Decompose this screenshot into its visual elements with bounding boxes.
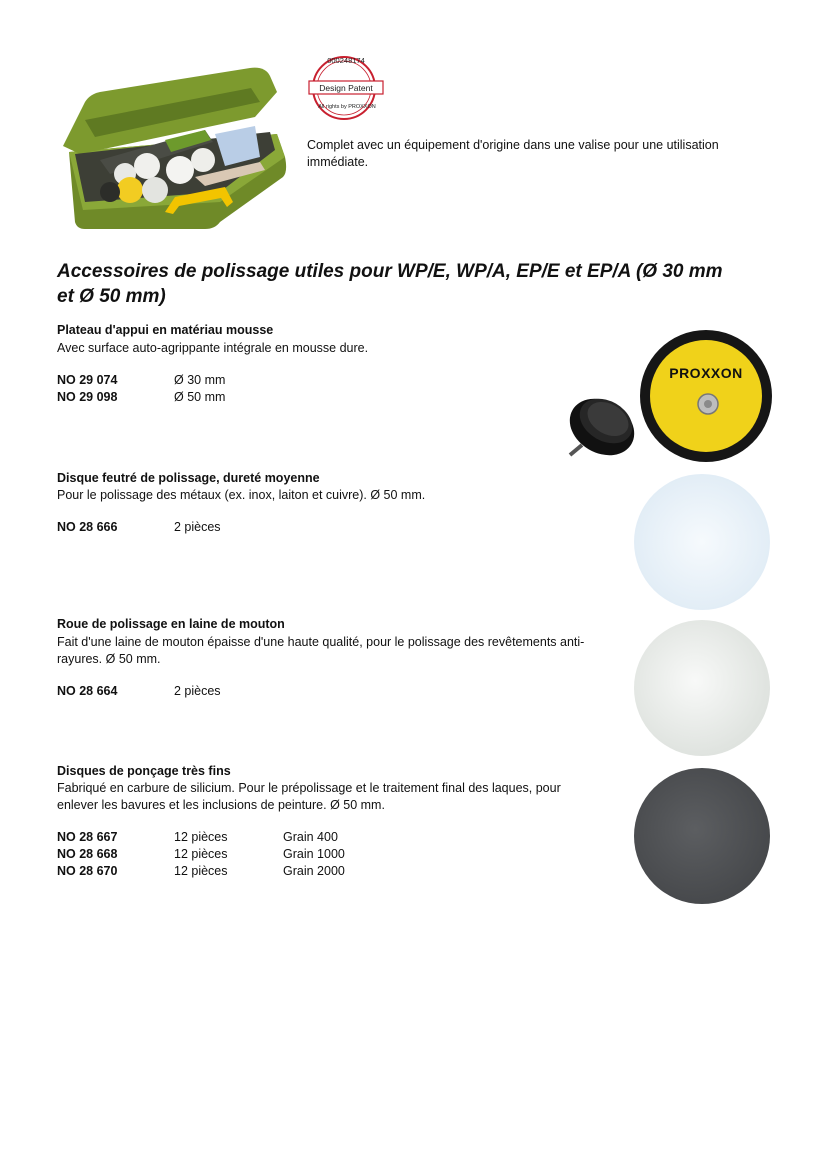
- article-quantity: 2 pièces: [174, 684, 221, 698]
- article-code: NO 29 098: [57, 390, 118, 404]
- article-code: NO 28 667: [57, 830, 118, 844]
- article-grain: Grain 400: [283, 830, 338, 844]
- section-desc-sanding-discs-line-2: enlever les bavures et les inclusions de peinture. Ø 50 mm.: [57, 798, 385, 812]
- stamp-number: 000248174: [327, 56, 365, 65]
- large-backing-pad-image: [636, 330, 776, 462]
- small-backing-pad-image: [560, 385, 640, 465]
- proxxon-logo: PROXXON: [669, 365, 743, 381]
- article-code: NO 29 074: [57, 373, 118, 387]
- section-title-wool-wheel: Roue de polissage en laine de mouton: [57, 617, 285, 631]
- article-size: Ø 50 mm: [174, 390, 226, 404]
- stamp-label: Design Patent: [319, 83, 373, 93]
- article-code: NO 28 666: [57, 520, 118, 534]
- section-desc-sanding-discs-line-1: Fabriqué en carbure de silicium. Pour le prépolissage et le traitement final des laques, pour: [57, 781, 561, 795]
- article-code: NO 28 668: [57, 847, 118, 861]
- felt-disc-image: [632, 472, 772, 612]
- section-desc-wool-wheel-line-2: rayures. Ø 50 mm.: [57, 652, 161, 666]
- section-desc-wool-wheel-line-1: Fait d'une laine de mouton épaisse d'une haute qualité, pour le polissage des revêtements anti-: [57, 635, 585, 649]
- intro-text: Complet avec un équipement d'origine dans une valise pour une utilisation immédiate.: [307, 138, 719, 169]
- article-quantity: 2 pièces: [174, 520, 221, 534]
- article-quantity: 12 pièces: [174, 830, 228, 844]
- article-code: NO 28 664: [57, 684, 118, 698]
- article-code: NO 28 670: [57, 864, 118, 878]
- page-title: [57, 259, 797, 309]
- article-grain: Grain 1000: [283, 847, 345, 861]
- section-desc-felt-disc: Pour le polissage des métaux (ex. inox, laiton et cuivre). Ø 50 mm.: [57, 488, 426, 502]
- article-quantity: 12 pièces: [174, 864, 228, 878]
- sanding-disc-image: [632, 766, 772, 906]
- section-title-felt-disc: Disque feutré de polissage, dureté moyenne: [57, 471, 320, 485]
- page-title-line-1: Accessoires de polissage utiles pour WP/E, WP/A, EP/E et EP/A (Ø 30 mm: [57, 261, 723, 282]
- article-quantity: 12 pièces: [174, 847, 228, 861]
- article-grain: Grain 2000: [283, 864, 345, 878]
- section-title-backing-pad: Plateau d'appui en matériau mousse: [57, 323, 274, 337]
- article-size: Ø 30 mm: [174, 373, 226, 387]
- page-title-line-2: et Ø 50 mm): [57, 286, 166, 307]
- stamp-rights: All rights by PROXXON: [318, 104, 376, 110]
- tool-case-image: [55, 62, 290, 232]
- section-desc-backing-pad: Avec surface auto-agrippante intégrale en mousse dure.: [57, 341, 369, 355]
- wool-wheel-image: [632, 618, 772, 758]
- section-title-sanding-discs: Disques de ponçage très fins: [57, 764, 231, 778]
